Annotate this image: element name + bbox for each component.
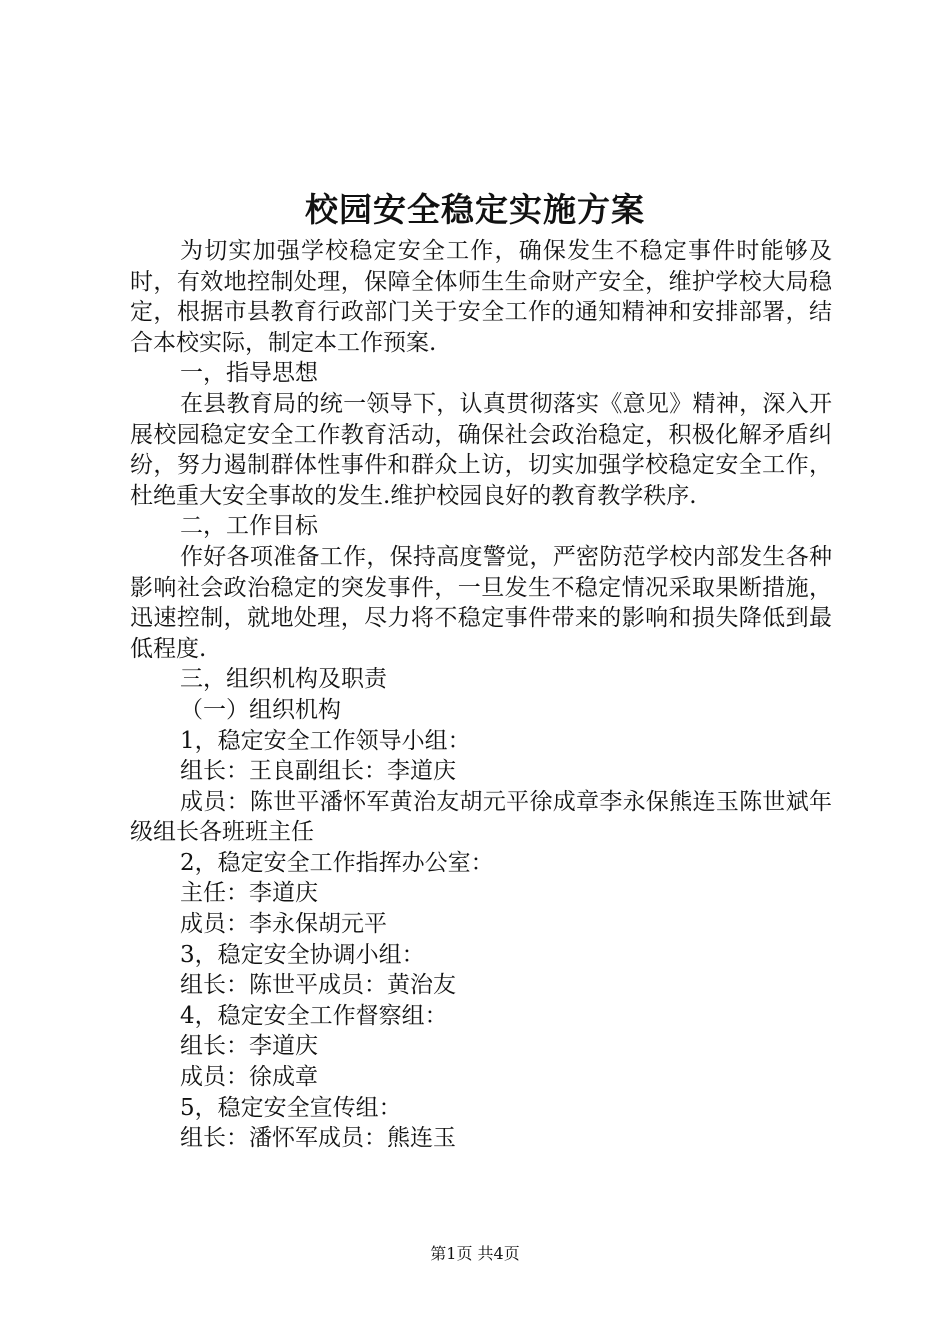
guiding-ideology-paragraph: 在县教育局的统一领导下，认真贯彻落实《意见》精神，深入开展校园稳定安全工作教育活动，确保社会政治稳定，积极化解矛盾纠纷，努力遏制群体性事件和群众上访，切实加强学校稳定安全工作，杜绝重大安全事故的发生.维护校园良好的教育教学秩序. <box>130 390 832 509</box>
group-4-members: 成员：徐成章 <box>180 1064 318 1091</box>
group-4-heading: 4，稳定安全工作督察组： <box>180 1002 448 1029</box>
group-2-director: 主任：李道庆 <box>180 880 318 907</box>
group-1-members: 成员：陈世平潘怀军黄治友胡元平徐成章李永保熊连玉陈世斌年级组长各班班主任 <box>130 788 832 846</box>
group-3-heading: 3，稳定安全协调小组： <box>180 941 425 968</box>
intro-paragraph: 为切实加强学校稳定安全工作，确保发生不稳定事件时能够及时，有效地控制处理，保障全体师生生命财产安全，维护学校大局稳定，根据市县教育行政部门关于安全工作的通知精神和安排部署，结合本校实际，制定本工作预案. <box>130 238 832 356</box>
group-2-members: 成员：李永保胡元平 <box>180 911 387 938</box>
section-heading-organization: 三，组织机构及职责 <box>180 666 387 693</box>
document-body <box>130 236 832 1154</box>
section-heading-guiding-ideology: 一，指导思想 <box>180 360 318 387</box>
group-5-leaders: 组长：潘怀军成员：熊连玉 <box>180 1125 456 1152</box>
section-heading-work-goals: 二，工作目标 <box>180 513 318 540</box>
group-3-leaders: 组长：陈世平成员：黄治友 <box>180 972 456 999</box>
document-title: 校园安全稳定实施方案 <box>305 190 645 229</box>
subsection-heading-organization: （一）组织机构 <box>180 696 341 723</box>
group-2-heading: 2，稳定安全工作指挥办公室： <box>180 849 494 876</box>
page-footer: 第1页 共4页 <box>430 1244 520 1263</box>
group-1-leaders: 组长：王良副组长：李道庆 <box>180 758 456 785</box>
work-goals-paragraph: 作好各项准备工作，保持高度警觉，严密防范学校内部发生各种影响社会政治稳定的突发事件，一旦发生不稳定情况采取果断措施，迅速控制，就地处理，尽力将不稳定事件带来的影响和损失降低到最低程度. <box>130 543 832 662</box>
group-1-heading: 1，稳定安全工作领导小组： <box>180 727 471 754</box>
group-5-heading: 5，稳定安全宣传组： <box>180 1094 402 1121</box>
group-4-leader: 组长：李道庆 <box>180 1033 318 1060</box>
